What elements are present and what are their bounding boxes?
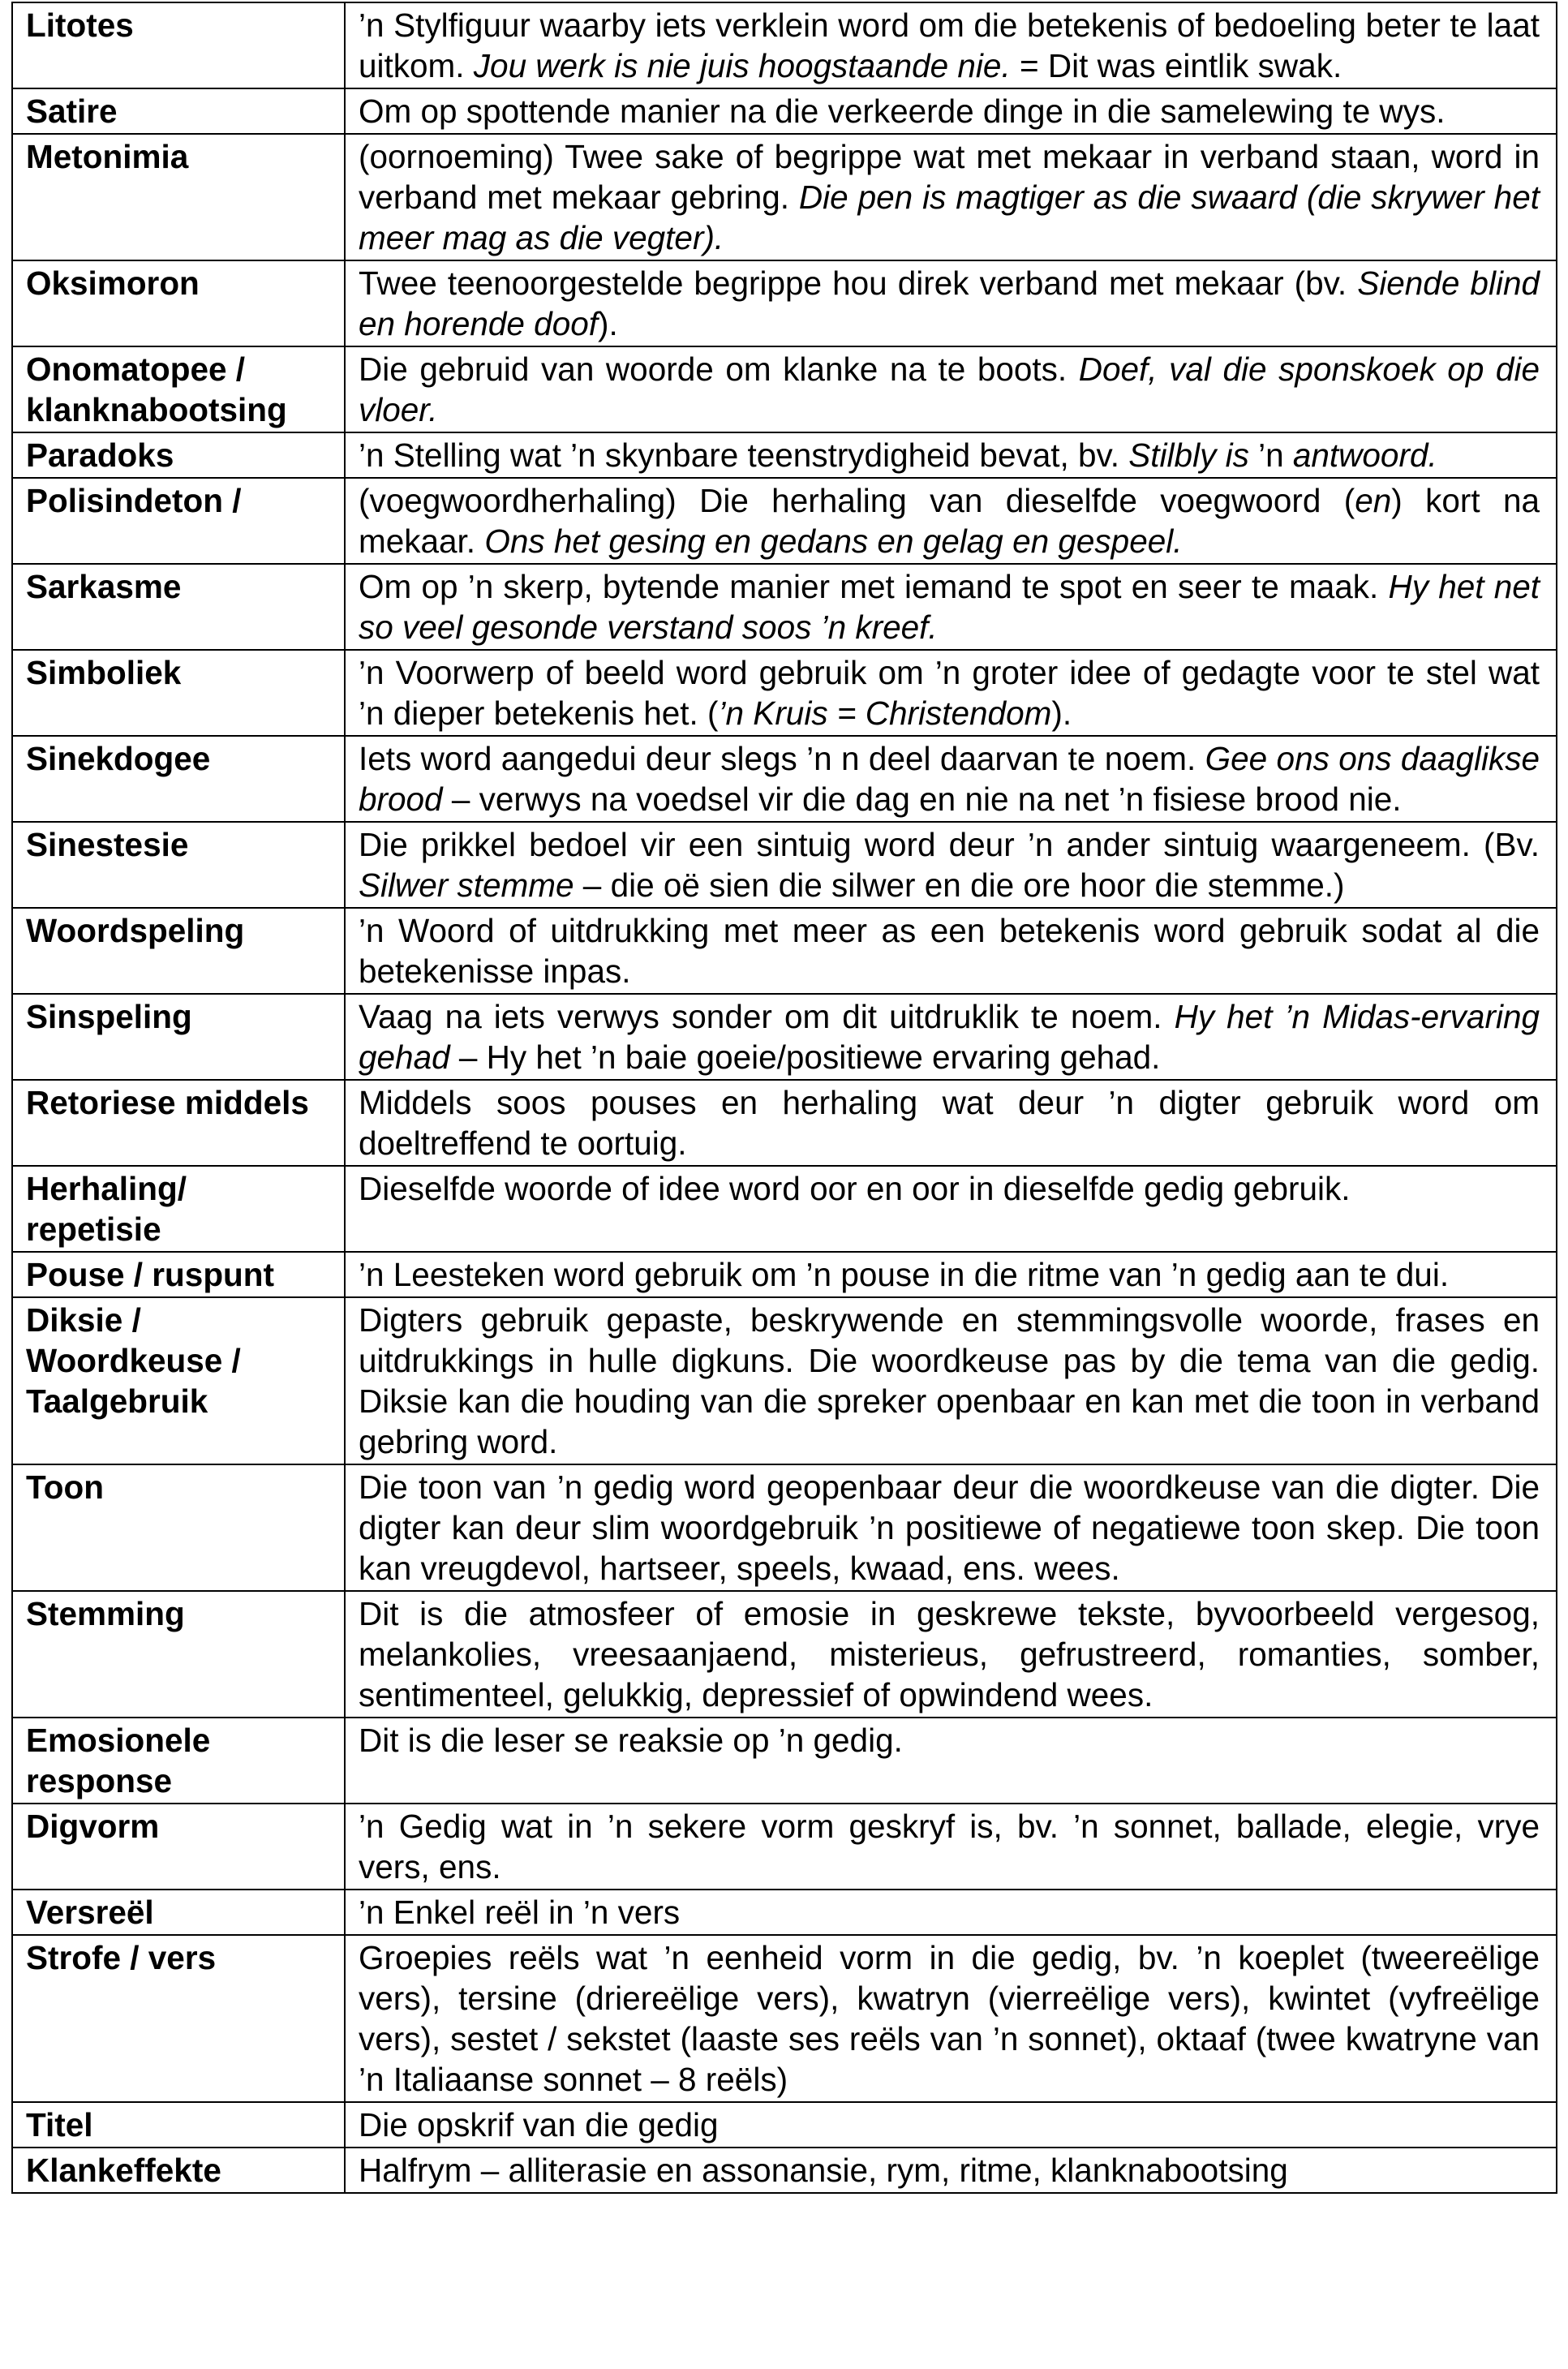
table-row xyxy=(12,260,1557,346)
term-cell: Klankeffekte xyxy=(12,2148,345,2193)
table-row xyxy=(12,1935,1557,2102)
definition-text: Om op spottende manier na die verkeerde dinge in die samelewing te wys. xyxy=(359,92,1446,130)
definition-cell xyxy=(345,908,1557,994)
table-row xyxy=(12,564,1557,650)
definition-text: Om op ’n skerp, bytende manier met iemand te spot en seer te maak. xyxy=(359,568,1389,605)
term-cell: Strofe / vers xyxy=(12,1935,345,2102)
definition-cell xyxy=(345,88,1557,134)
definition-example: Doef, val die sponskoek op die vloer. xyxy=(359,350,1540,428)
definition-cell xyxy=(345,564,1557,650)
definition-text: Dit is die leser se reaksie op ’n gedig. xyxy=(359,1722,903,1759)
definition-cell xyxy=(345,1804,1557,1890)
definition-text: ’n Woord of uitdrukking met meer as een betekenis word gebruik sodat al die betekenisse inpas. xyxy=(359,912,1540,990)
table-row xyxy=(12,2148,1557,2193)
definition-example: ’n Kruis = Christendom xyxy=(718,694,1052,732)
definition-cell xyxy=(345,432,1557,478)
term-cell: Herhaling/ repetisie xyxy=(12,1166,345,1252)
definition-text: Halfrym – alliterasie en assonansie, rym, ritme, klanknabootsing xyxy=(359,2152,1288,2189)
definition-example: Die pen is magtiger as die swaard (die skrywer het meer mag as die vegter). xyxy=(359,178,1540,256)
definition-cell xyxy=(345,478,1557,564)
definition-cell xyxy=(345,1890,1557,1935)
definition-text: – die oë sien die silwer en die ore hoor die stemme.) xyxy=(574,866,1345,904)
definition-text: ’n Enkel reël in ’n vers xyxy=(359,1894,681,1931)
definition-cell xyxy=(345,346,1557,432)
term-cell: Sinspeling xyxy=(12,994,345,1080)
term-cell: Sinestesie xyxy=(12,822,345,908)
definition-text: Twee teenoorgestelde begrippe hou direk verband met mekaar (bv. xyxy=(359,264,1358,302)
definition-text: – verwys na voedsel vir die dag en nie na net ’n fisiese brood nie. xyxy=(442,780,1402,818)
table-row xyxy=(12,1297,1557,1464)
definition-text: Vaag na iets verwys sonder om dit uitdruklik te noem. xyxy=(359,998,1175,1035)
literary-terms-table xyxy=(11,2,1557,2194)
table-row xyxy=(12,2,1557,88)
definition-text: ). xyxy=(1051,694,1072,732)
table-row xyxy=(12,1080,1557,1166)
table-row xyxy=(12,346,1557,432)
definition-example: antwoord. xyxy=(1292,436,1437,474)
definition-text: Middels soos pouses en herhaling wat deur ’n digter gebruik word om doeltreffend te oortuig. xyxy=(359,1084,1540,1162)
table-row xyxy=(12,1591,1557,1718)
term-cell: Diksie / Woordkeuse / Taalgebruik xyxy=(12,1297,345,1464)
definition-text: Dit is die atmosfeer of emosie in geskrewe tekste, byvoorbeeld vergesog, melankolies, vreesaanjaend, misterieus, gefrustreerd, romanties, somber, sentimenteel, gelukkig, depressief of opwindend wees. xyxy=(359,1595,1540,1713)
definition-text: Die toon van ’n gedig word geopenbaar deur die woordkeuse van die digter. Die digter kan deur slim woordgebruik ’n positiewe of negatiewe toon skep. Die toon kan vreugdevol, hartseer, speels, kwaad, ens. wees. xyxy=(359,1468,1540,1587)
table-row xyxy=(12,478,1557,564)
definition-text: ’n Gedig wat in ’n sekere vorm geskryf is, bv. ’n sonnet, ballade, elegie, vrye vers, ens. xyxy=(359,1808,1540,1885)
term-cell: Retoriese middels xyxy=(12,1080,345,1166)
definition-cell xyxy=(345,2,1557,88)
definition-example: Stilbly is xyxy=(1128,436,1249,474)
definition-text: ’n xyxy=(1248,436,1293,474)
definition-cell xyxy=(345,1464,1557,1591)
definition-cell xyxy=(345,650,1557,736)
definition-text: Die opskrif van die gedig xyxy=(359,2106,719,2143)
definition-cell xyxy=(345,260,1557,346)
definition-cell xyxy=(345,1935,1557,2102)
term-cell: Emosionele response xyxy=(12,1718,345,1804)
term-cell: Versreël xyxy=(12,1890,345,1935)
definition-cell xyxy=(345,822,1557,908)
table-row xyxy=(12,1166,1557,1252)
table-row xyxy=(12,1804,1557,1890)
definition-text: ’n Stelling wat ’n skynbare teenstrydigheid bevat, bv. xyxy=(359,436,1129,474)
definition-cell xyxy=(345,1080,1557,1166)
term-cell: Polisindeton / xyxy=(12,478,345,564)
definition-cell xyxy=(345,1297,1557,1464)
table-row xyxy=(12,822,1557,908)
term-cell: Paradoks xyxy=(12,432,345,478)
definition-cell xyxy=(345,1166,1557,1252)
term-cell: Digvorm xyxy=(12,1804,345,1890)
table-row xyxy=(12,432,1557,478)
definition-cell xyxy=(345,2148,1557,2193)
definition-example: Gee ons ons daaglikse brood xyxy=(359,740,1540,818)
definition-cell xyxy=(345,1591,1557,1718)
term-cell: Simboliek xyxy=(12,650,345,736)
definition-cell xyxy=(345,736,1557,822)
table-row xyxy=(12,736,1557,822)
definition-text: (voegwoordherhaling) Die herhaling van dieselfde voegwoord ( xyxy=(359,482,1355,519)
table-row xyxy=(12,1890,1557,1935)
term-cell: Oksimoron xyxy=(12,260,345,346)
definition-example: Silwer stemme xyxy=(359,866,574,904)
definition-example: Ons het gesing en gedans en gelag en gespeel. xyxy=(484,522,1183,560)
table-row xyxy=(12,1252,1557,1297)
definition-text: ’n Stylfiguur waarby iets verklein word om die betekenis of bedoeling beter te laat uitkom. xyxy=(359,6,1540,84)
table-row xyxy=(12,908,1557,994)
definition-cell xyxy=(345,994,1557,1080)
definition-text: Groepies reëls wat ’n eenheid vorm in die gedig, bv. ’n koeplet (tweereëlige vers), tersine (driereëlige vers), kwatryn (vierreëlige vers), kwintet (vyfreëlige vers), sestet / sekstet (laaste ses reëls van ’n sonnet), oktaaf (twee kwatryne van ’n Italiaanse sonnet – 8 reëls) xyxy=(359,1939,1540,2098)
term-cell: Satire xyxy=(12,88,345,134)
table-row xyxy=(12,134,1557,260)
term-cell: Pouse / ruspunt xyxy=(12,1252,345,1297)
definition-cell xyxy=(345,134,1557,260)
definition-cell xyxy=(345,1252,1557,1297)
definition-example: Hy het ’n Midas-ervaring gehad xyxy=(359,998,1540,1076)
term-cell: Toon xyxy=(12,1464,345,1591)
term-cell: Litotes xyxy=(12,2,345,88)
table-row xyxy=(12,1464,1557,1591)
definition-text: Die prikkel bedoel vir een sintuig word deur ’n ander sintuig waargeneem. (Bv. xyxy=(359,826,1540,863)
term-cell: Sarkasme xyxy=(12,564,345,650)
term-cell: Titel xyxy=(12,2102,345,2148)
definition-text: Die gebruid van woorde om klanke na te boots. xyxy=(359,350,1079,388)
definition-text: (oornoeming) Twee sake of begrippe wat met mekaar in verband staan, word in verband met mekaar gebring. xyxy=(359,138,1540,216)
term-cell: Metonimia xyxy=(12,134,345,260)
literary-terms-table-body xyxy=(12,2,1557,2193)
definition-text: Digters gebruik gepaste, beskrywende en stemmingsvolle woorde, frases en uitdrukkings in hulle digkuns. Die woordkeuse pas by die tema van die gedig. Diksie kan die houding van die spreker openbaar en kan met die toon in verband gebring word. xyxy=(359,1301,1540,1460)
definition-cell xyxy=(345,2102,1557,2148)
table-row xyxy=(12,1718,1557,1804)
definition-text: Iets word aangedui deur slegs ’n n deel daarvan te noem. xyxy=(359,740,1205,777)
term-cell: Woordspeling xyxy=(12,908,345,994)
definition-text: ). xyxy=(598,305,618,342)
definition-text: ) kort na mekaar. xyxy=(359,482,1540,560)
definition-text: – Hy het ’n baie goeie/positiewe ervaring gehad. xyxy=(449,1038,1161,1076)
term-cell: Sinekdogee xyxy=(12,736,345,822)
table-row xyxy=(12,994,1557,1080)
table-row xyxy=(12,88,1557,134)
definition-text: = Dit was eintlik swak. xyxy=(1010,47,1342,84)
term-cell: Stemming xyxy=(12,1591,345,1718)
table-row xyxy=(12,2102,1557,2148)
definition-example: en xyxy=(1355,482,1392,519)
table-row xyxy=(12,650,1557,736)
definition-example: Hy het net so veel gesonde verstand soos ’n kreef. xyxy=(359,568,1540,646)
definition-example: Siende blind en horende doof xyxy=(359,264,1540,342)
term-cell: Onomatopee / klanknabootsing xyxy=(12,346,345,432)
definition-cell xyxy=(345,1718,1557,1804)
definition-text: Dieselfde woorde of idee word oor en oor in dieselfde gedig gebruik. xyxy=(359,1170,1351,1207)
definition-example: Jou werk is nie juis hoogstaande nie. xyxy=(473,47,1011,84)
definition-text: ’n Voorwerp of beeld word gebruik om ’n groter idee of gedagte voor te stel wat ’n dieper betekenis het. ( xyxy=(359,654,1540,732)
definition-text: ’n Leesteken word gebruik om ’n pouse in die ritme van ’n gedig aan te dui. xyxy=(359,1256,1450,1293)
